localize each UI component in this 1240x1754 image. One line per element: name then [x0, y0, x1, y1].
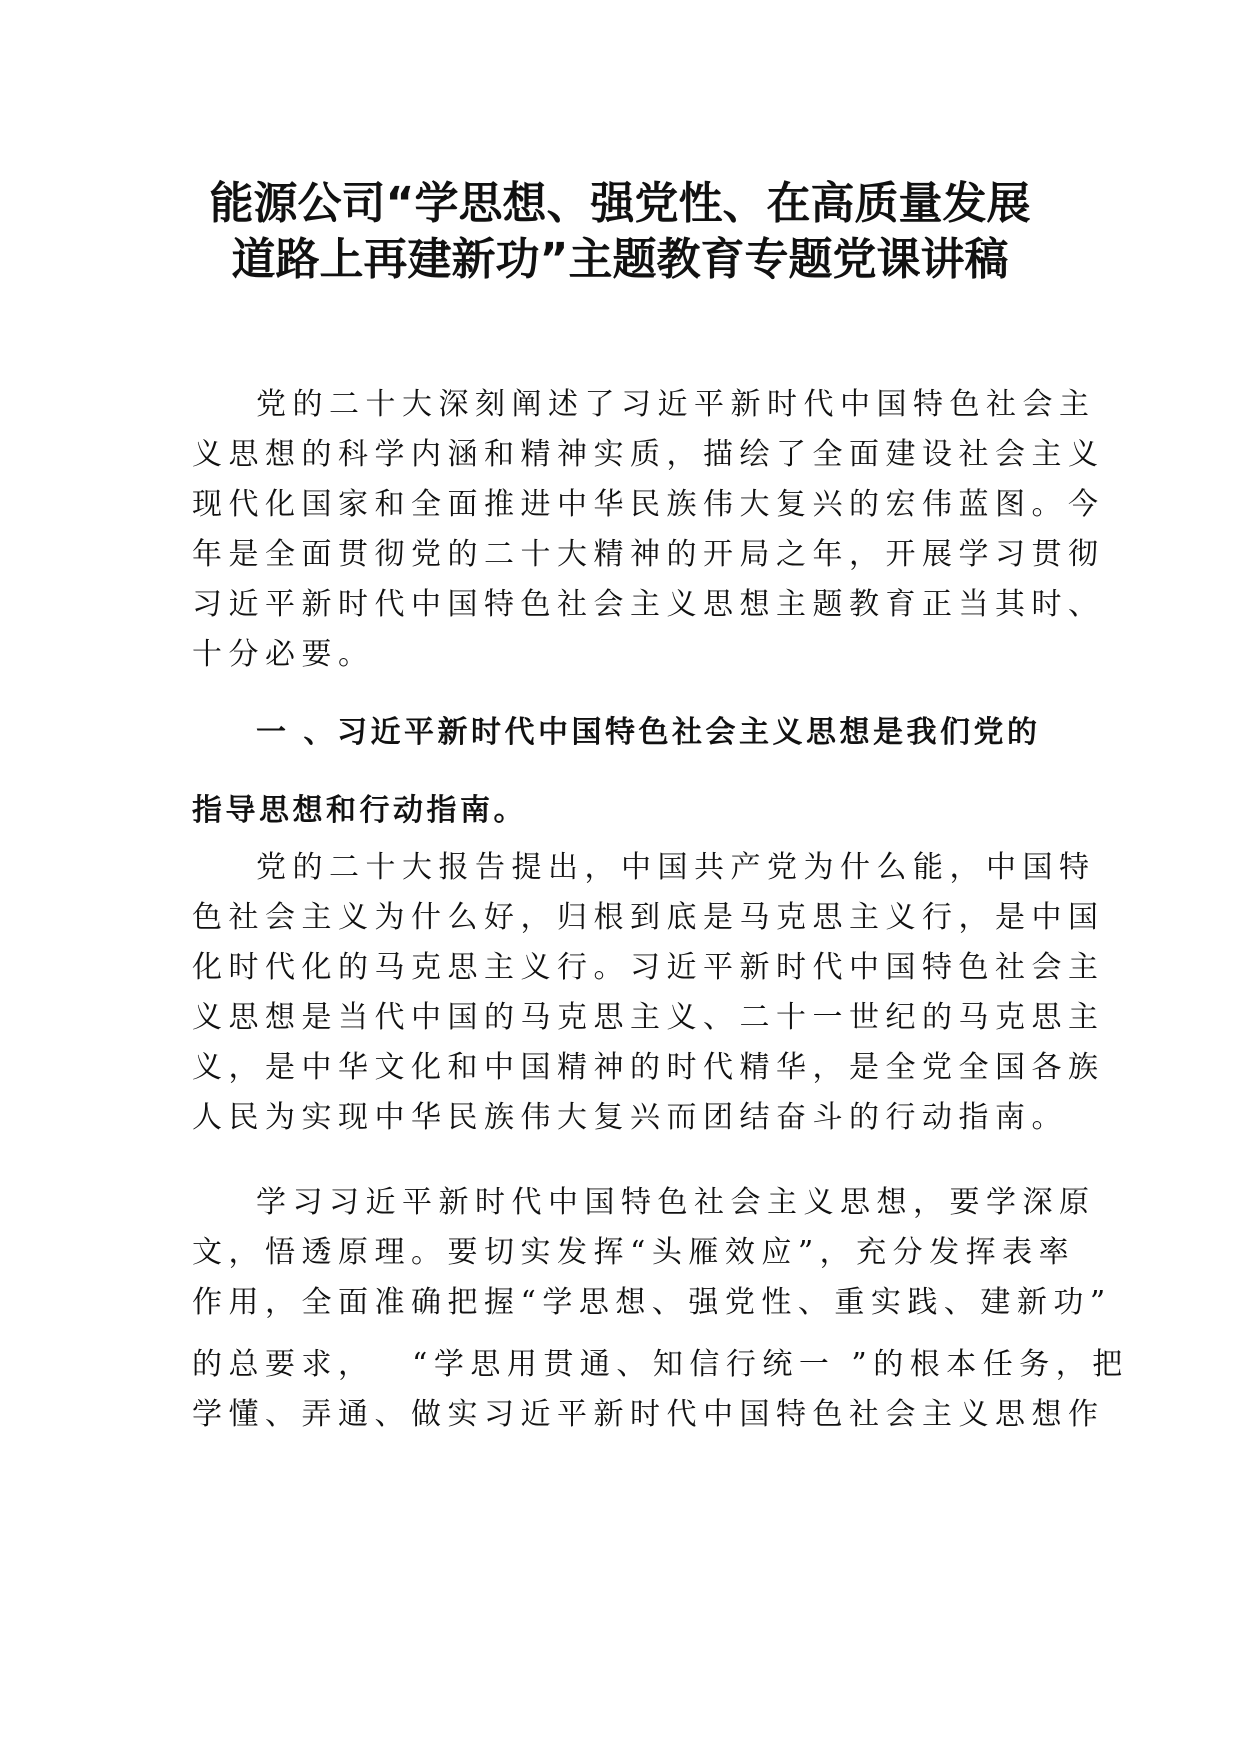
- text-line: 现代化国家和全面推进中华民族伟大复兴的宏伟蓝图。今: [192, 487, 1105, 522]
- paragraph-section1-a: [192, 843, 1105, 1143]
- text-line: 的总要求， “学思用贯通、知信行统一 ”的根本任务，把: [192, 1347, 1129, 1382]
- text-line: 党的二十大深刻阐述了习近平新时代中国特色社会主: [256, 387, 1096, 422]
- text-line: 作用，全面准确把握“学思想、强党性、重实践、建新功”: [192, 1285, 1112, 1320]
- paragraph-section1-b: [192, 1178, 1129, 1440]
- text-line: 义思想的科学内涵和精神实质，描绘了全面建设社会主义: [192, 437, 1105, 472]
- text-line: 学懂、弄通、做实习近平新时代中国特色社会主义思想作: [192, 1397, 1105, 1432]
- title-line: 道路上再建新功”主题教育专题党课讲稿: [231, 234, 1009, 285]
- text-line: 习近平新时代中国特色社会主义思想主题教育正当其时、: [192, 587, 1105, 622]
- text-line: 义思想是当代中国的马克思主义、二十一世纪的马克思主: [192, 1000, 1105, 1035]
- heading-line: 指导思想和行动指南。: [192, 793, 527, 828]
- text-line: 学习习近平新时代中国特色社会主义思想，要学深原: [256, 1185, 1096, 1220]
- paragraph-intro: [192, 380, 1105, 680]
- text-line: 人民为实现中华民族伟大复兴而团结奋斗的行动指南。: [192, 1100, 1068, 1135]
- text-line: 化时代化的马克思主义行。习近平新时代中国特色社会主: [192, 950, 1105, 985]
- text-line: 文，悟透原理。要切实发挥“头雁效应”，充分发挥表率: [192, 1235, 1076, 1270]
- text-line: 年是全面贯彻党的二十大精神的开局之年，开展学习贯彻: [192, 537, 1105, 572]
- document-title: [150, 176, 1090, 288]
- text-line: 十分必要。: [192, 637, 375, 672]
- title-line: 能源公司“学思想、强党性、在高质量发展: [209, 178, 1031, 229]
- section-heading-1: [192, 694, 1052, 850]
- text-line: 党的二十大报告提出，中国共产党为什么能，中国特: [256, 850, 1096, 885]
- text-line: 义，是中华文化和中国精神的时代精华，是全党全国各族: [192, 1050, 1105, 1085]
- text-line: 色社会主义为什么好，归根到底是马克思主义行，是中国: [192, 900, 1105, 935]
- heading-line: 一 、习近平新时代中国特色社会主义思想是我们党的: [256, 715, 1041, 750]
